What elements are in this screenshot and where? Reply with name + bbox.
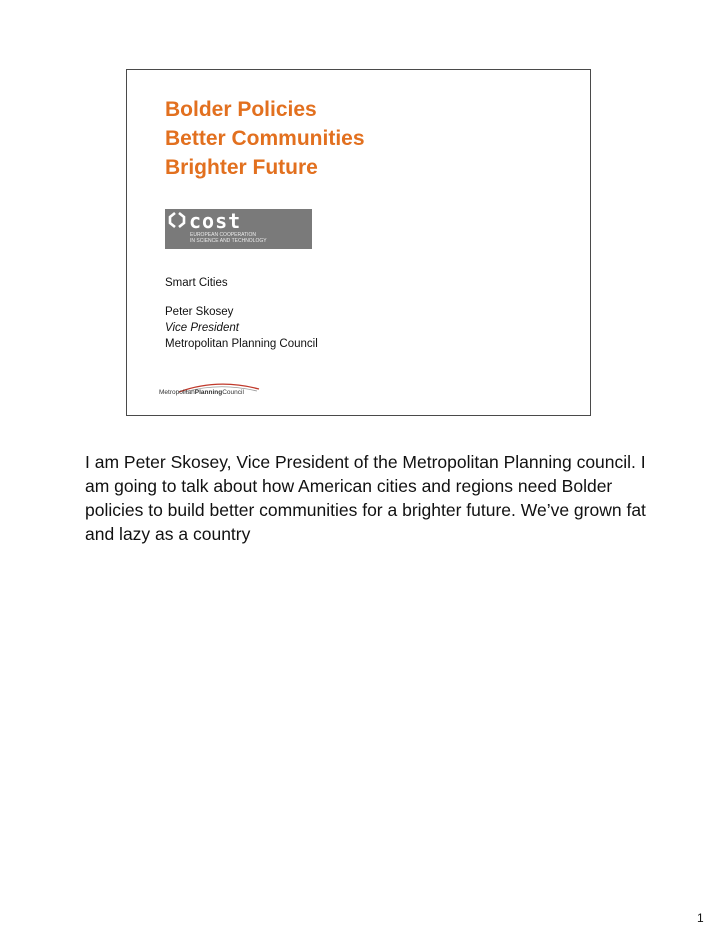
speaker-notes: I am Peter Skosey, Vice President of the Metropolitan Planning council. I am going to talk about how American cities and regions need Bolder policies to build better communities for a brighter future. We’ve grown fat and lazy as a country [85, 452, 646, 544]
mpc-logo-part-1: Metropolitan [159, 389, 195, 396]
speaker-name: Peter Skosey [165, 306, 234, 318]
cost-tagline-line-2: IN SCIENCE AND TECHNOLOGY [190, 238, 267, 244]
title-line-2: Better Communities [165, 127, 365, 150]
cost-logo [165, 209, 312, 249]
title-line-1: Bolder Policies [165, 98, 317, 121]
mpc-logo [159, 381, 269, 403]
slide-title [165, 95, 365, 182]
slide-thumbnail [126, 69, 591, 416]
page-number: 1 [697, 911, 704, 925]
mpc-logo-part-2: Planning [194, 389, 223, 396]
speaker-role: Vice President [165, 322, 239, 334]
title-line-3: Brighter Future [165, 156, 318, 179]
cost-wordmark: cost [189, 209, 242, 233]
speaker-organization: Metropolitan Planning Council [165, 338, 318, 350]
mpc-logo-part-3: Council [222, 389, 244, 396]
cost-tagline-line-1: EUROPEAN COOPERATION [190, 232, 257, 238]
slide-topic: Smart Cities [165, 277, 228, 289]
cost-tagline [190, 232, 267, 244]
mpc-logo-text [159, 389, 244, 396]
